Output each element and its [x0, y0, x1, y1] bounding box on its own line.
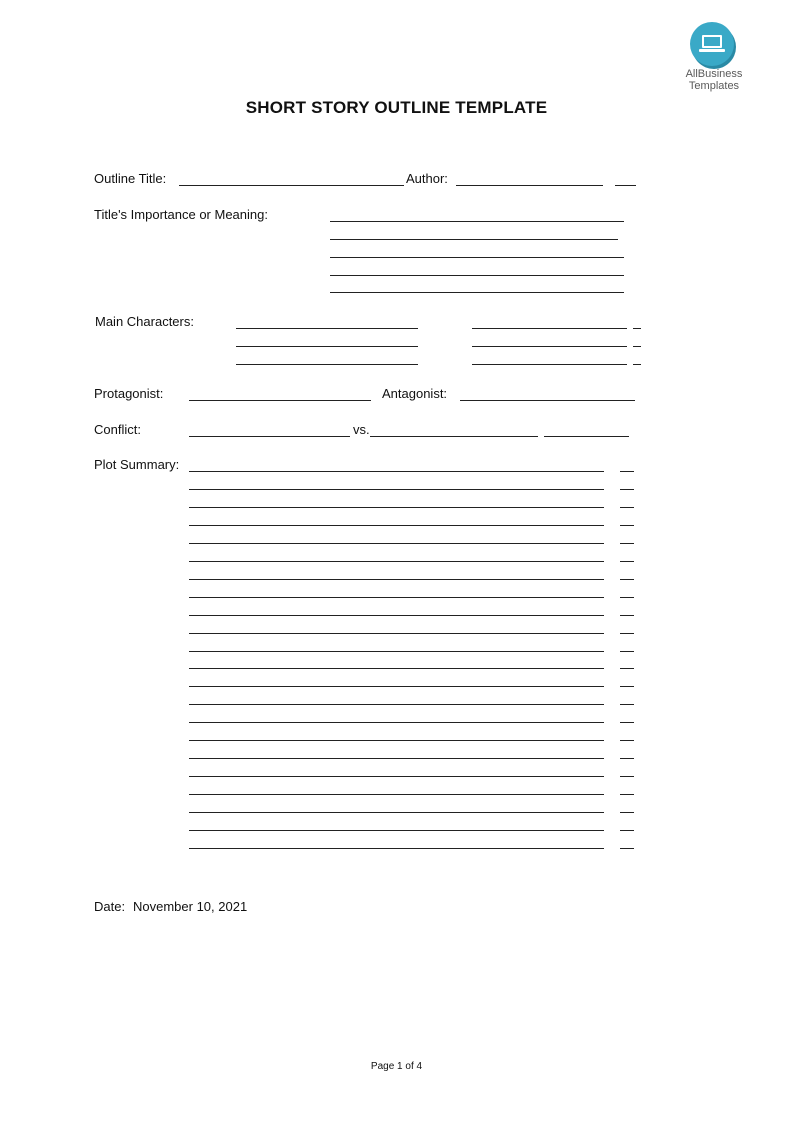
plot-summary-blank-extra-9[interactable]: [620, 615, 634, 616]
plot-summary-label: Plot Summary:: [94, 457, 180, 472]
plot-summary-blank-extra-16[interactable]: [620, 740, 634, 741]
plot-summary-blank-11[interactable]: [189, 651, 604, 652]
plot-summary-blank-extra-10[interactable]: [620, 633, 634, 634]
outline-title-label: Outline Title:: [94, 171, 167, 186]
plot-summary-blank-extra-2[interactable]: [620, 489, 634, 490]
plot-summary-blank-extra-12[interactable]: [620, 668, 634, 669]
plot-summary-blank-18[interactable]: [189, 776, 604, 777]
plot-summary-blank-20[interactable]: [189, 812, 604, 813]
plot-summary-blank-extra-8[interactable]: [620, 597, 634, 598]
page-number: Page 1 of 4: [370, 1061, 423, 1072]
character-blank-4[interactable]: [472, 346, 627, 347]
main-characters-label: Main Characters:: [95, 314, 194, 329]
plot-summary-blank-extra-1[interactable]: [620, 471, 634, 472]
date-value: November 10, 2021: [133, 899, 248, 914]
plot-summary-blank-10[interactable]: [189, 633, 604, 634]
author-blank-extra[interactable]: [615, 185, 636, 186]
plot-summary-blank-3[interactable]: [189, 507, 604, 508]
logo-text-line2: Templates: [688, 80, 740, 92]
character-blank-6-extra[interactable]: [633, 364, 641, 365]
plot-summary-blank-extra-15[interactable]: [620, 722, 634, 723]
plot-summary-blank-extra-22[interactable]: [620, 848, 634, 849]
outline-title-blank[interactable]: [179, 185, 404, 186]
character-blank-6[interactable]: [472, 364, 627, 365]
plot-summary-blank-1[interactable]: [189, 471, 604, 472]
antagonist-blank[interactable]: [460, 400, 635, 401]
plot-summary-blank-extra-19[interactable]: [620, 794, 634, 795]
plot-summary-blank-12[interactable]: [189, 668, 604, 669]
character-blank-2-extra[interactable]: [633, 328, 641, 329]
logo-text-line1: AllBusiness: [685, 68, 743, 80]
protagonist-blank[interactable]: [189, 400, 371, 401]
title-meaning-blank-3[interactable]: [330, 257, 624, 258]
plot-summary-blank-8[interactable]: [189, 597, 604, 598]
title-meaning-blank-4[interactable]: [330, 275, 624, 276]
plot-summary-blank-16[interactable]: [189, 740, 604, 741]
author-blank[interactable]: [456, 185, 603, 186]
plot-summary-blank-21[interactable]: [189, 830, 604, 831]
author-label: Author:: [406, 171, 448, 186]
conflict-label: Conflict:: [94, 422, 141, 437]
conflict-blank-3[interactable]: [544, 436, 629, 437]
plot-summary-blank-extra-21[interactable]: [620, 830, 634, 831]
conflict-vs: vs.: [353, 422, 370, 437]
title-meaning-blank-1[interactable]: [330, 221, 624, 222]
antagonist-label: Antagonist:: [382, 386, 448, 401]
plot-summary-blank-extra-6[interactable]: [620, 561, 634, 562]
character-blank-2[interactable]: [472, 328, 627, 329]
plot-summary-blank-5[interactable]: [189, 543, 604, 544]
plot-summary-blank-extra-11[interactable]: [620, 651, 634, 652]
title-meaning-blank-5[interactable]: [330, 292, 624, 293]
plot-summary-blank-4[interactable]: [189, 525, 604, 526]
plot-summary-blank-6[interactable]: [189, 561, 604, 562]
plot-summary-blank-17[interactable]: [189, 758, 604, 759]
title-meaning-label: Title's Importance or Meaning:: [94, 207, 268, 222]
character-blank-3[interactable]: [236, 346, 418, 347]
plot-summary-blank-19[interactable]: [189, 794, 604, 795]
allbusiness-templates-logo: [678, 22, 750, 96]
plot-summary-blank-extra-13[interactable]: [620, 686, 634, 687]
plot-summary-blank-13[interactable]: [189, 686, 604, 687]
character-blank-5[interactable]: [236, 364, 418, 365]
title-meaning-blank-2[interactable]: [330, 239, 618, 240]
page-title: SHORT STORY OUTLINE TEMPLATE: [245, 98, 548, 117]
conflict-blank-1[interactable]: [189, 436, 350, 437]
plot-summary-blank-extra-17[interactable]: [620, 758, 634, 759]
protagonist-label: Protagonist:: [94, 386, 164, 401]
plot-summary-blank-extra-4[interactable]: [620, 525, 634, 526]
plot-summary-blank-7[interactable]: [189, 579, 604, 580]
plot-summary-blank-extra-14[interactable]: [620, 704, 634, 705]
plot-summary-blank-14[interactable]: [189, 704, 604, 705]
conflict-blank-2[interactable]: [370, 436, 538, 437]
character-blank-1[interactable]: [236, 328, 418, 329]
plot-summary-blank-extra-7[interactable]: [620, 579, 634, 580]
plot-summary-blank-15[interactable]: [189, 722, 604, 723]
plot-summary-blank-2[interactable]: [189, 489, 604, 490]
plot-summary-blank-extra-5[interactable]: [620, 543, 634, 544]
laptop-icon: [690, 22, 734, 66]
date-label: Date:: [94, 899, 126, 914]
plot-summary-blank-9[interactable]: [189, 615, 604, 616]
character-blank-4-extra[interactable]: [633, 346, 641, 347]
plot-summary-blank-22[interactable]: [189, 848, 604, 849]
plot-summary-blank-extra-18[interactable]: [620, 776, 634, 777]
plot-summary-blank-extra-3[interactable]: [620, 507, 634, 508]
plot-summary-blank-extra-20[interactable]: [620, 812, 634, 813]
